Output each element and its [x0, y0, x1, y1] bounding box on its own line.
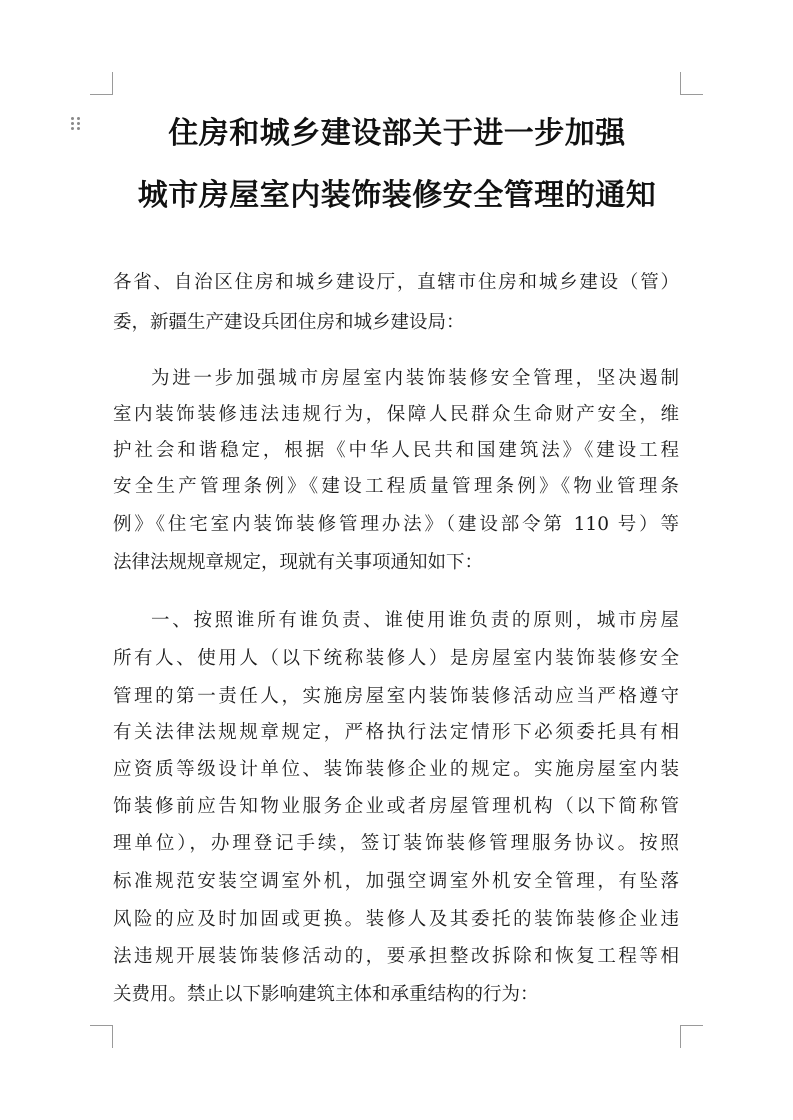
body-text-line: 风险的应及时加固或更换。装修人及其委托的装饰装修企业违: [113, 909, 679, 930]
body-text-line: 法违规开展装饰装修活动的，要承担整改拆除和恢复工程等相: [113, 946, 679, 967]
document-title-line-1: 住房和城乡建设部关于进一步加强: [168, 116, 626, 151]
body-text-line: 饰装修前应告知物业服务企业或者房屋管理机构（以下简称管: [113, 796, 679, 817]
body-text-line: 所有人、使用人（以下统称装修人）是房屋室内装饰装修安全: [113, 648, 679, 669]
body-text-line: 法律法规规章规定，现就有关事项通知如下：: [113, 552, 484, 573]
document-title-line-2: 城市房屋室内装饰装修安全管理的通知: [137, 178, 657, 213]
body-text-line: 委，新疆生产建设兵团住房和城乡建设局：: [113, 312, 465, 333]
body-text-line: 为进一步加强城市房屋室内装饰装修安全管理，坚决遏制: [151, 368, 679, 389]
body-text-line: 管理的第一责任人，实施房屋室内装饰装修活动应当严格遵守: [113, 686, 679, 707]
crop-mark-bottom-left: [90, 1025, 113, 1048]
body-text-line: 有关法律法规规章规定，严格执行法定情形下必须委托具有相: [113, 722, 679, 743]
body-text-line: 护社会和谐稳定，根据《中华人民共和国建筑法》《建设工程: [113, 440, 679, 461]
body-text-line: 各省、自治区住房和城乡建设厅，直辖市住房和城乡建设（管）: [113, 272, 679, 293]
drag-handle-icon[interactable]: [71, 117, 81, 131]
crop-mark-bottom-right: [680, 1025, 703, 1048]
crop-mark-top-right: [680, 72, 703, 95]
body-text-line: 安全生产管理条例》《建设工程质量管理条例》《物业管理条: [113, 476, 679, 497]
body-text-line: 关费用。禁止以下影响建筑主体和承重结构的行为：: [113, 984, 539, 1005]
body-text-line: 标准规范安装空调室外机，加强空调室外机安全管理，有坠落: [113, 871, 679, 892]
body-text-line: 例》《住宅室内装饰装修管理办法》（建设部令第 110 号）等: [113, 514, 679, 535]
body-text-line: 室内装饰装修违法违规行为，保障人民群众生命财产安全，维: [113, 404, 679, 425]
body-text-line: 理单位），办理登记手续，签订装饰装修管理服务协议。按照: [113, 833, 679, 854]
body-text-line: 应资质等级设计单位、装饰装修企业的规定。实施房屋室内装: [113, 759, 679, 780]
body-text-line: 一、按照谁所有谁负责、谁使用谁负责的原则，城市房屋: [151, 610, 679, 631]
crop-mark-top-left: [90, 72, 113, 95]
